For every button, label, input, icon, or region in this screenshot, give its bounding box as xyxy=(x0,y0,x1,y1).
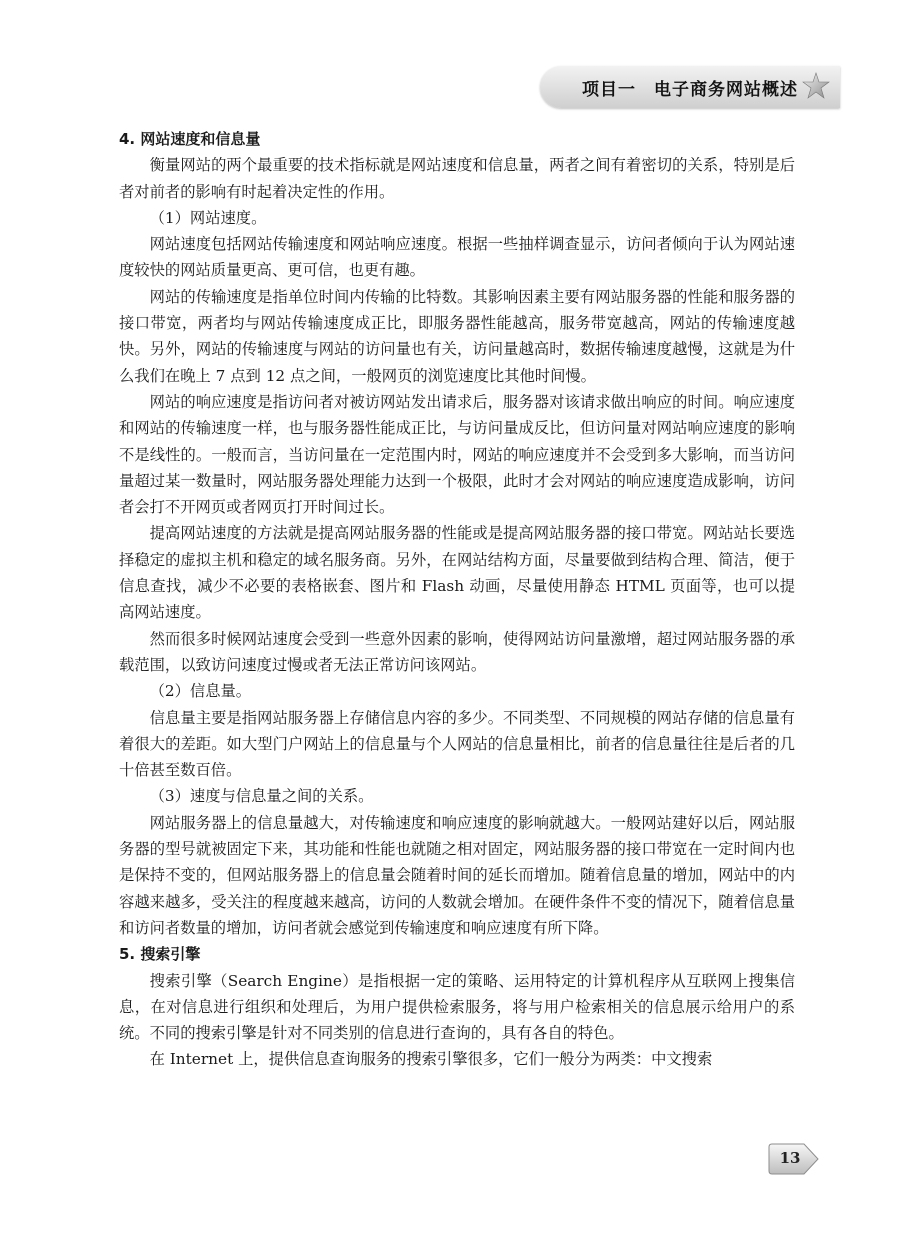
subsection-heading: （2）信息量。 xyxy=(149,682,252,701)
subsection-heading: （3）速度与信息量之间的关系。 xyxy=(149,787,374,806)
chapter-title: 项目一 电子商务网站概述 xyxy=(582,80,798,100)
paragraph: 衡量网站的两个最重要的技术指标就是网站速度和信息量，两者之间有着密切的关系，特别是后者对前者的影响有时起着决定性的作用。 xyxy=(119,156,795,201)
section-heading: 4. 网站速度和信息量 xyxy=(119,130,261,148)
paragraph: 搜索引擎（Search Engine）是指根据一定的策略、运用特定的计算机程序从互联网上搜集信息，在对信息进行组织和处理后，为用户提供检索服务，将与用户检索相关的信息展示给用户的系统。不同的搜索引擎是针对不同类别的信息进行查询的，具有各自的特色。 xyxy=(119,971,795,1043)
paragraph: 在 Internet 上，提供信息查询服务的搜索引擎很多，它们一般分为两类：中文搜索 xyxy=(149,1050,713,1069)
paragraph: 然而很多时候网站速度会受到一些意外因素的影响，使得网站访问量激增，超过网站服务器的承载范围，以致访问速度过慢或者无法正常访问该网站。 xyxy=(119,629,795,674)
paragraph: 网站的传输速度是指单位时间内传输的比特数。其影响因素主要有网站服务器的性能和服务器的接口带宽，两者均与网站传输速度成正比，即服务器性能越高，服务带宽越高，网站的传输速度越快。另外，网站的传输速度与网站的访问量也有关，访问量越高时，数据传输速度越慢，这就是为什么我们在晚上 7 点到 12 点之间，一般网页的浏览速度比其他时间慢。 xyxy=(119,287,795,385)
page-body xyxy=(119,126,795,1073)
paragraph: 信息量主要是指网站服务器上存储信息内容的多少。不同类型、不同规模的网站存储的信息量有着很大的差距。如大型门户网站上的信息量与个人网站的信息量相比，前者的信息量往往是后者的几十倍甚至数百倍。 xyxy=(119,708,795,780)
star-decoration-icon xyxy=(802,72,830,100)
paragraph: 网站速度包括网站传输速度和网站响应速度。根据一些抽样调查显示，访问者倾向于认为网站速度较快的网站质量更高、更可信，也更有趣。 xyxy=(119,235,795,280)
paragraph: 提高网站速度的方法就是提高网站服务器的性能或是提高网站服务器的接口带宽。网站站长要选择稳定的虚拟主机和稳定的域名服务商。另外，在网站结构方面，尽量要做到结构合理、简洁，便于信息查找，减少不必要的表格嵌套、图片和 Flash 动画，尽量使用静态 HTML 页面等，也可以提高网站速度。 xyxy=(119,524,795,622)
section-heading: 5. 搜索引擎 xyxy=(119,945,201,964)
page-number: 13 xyxy=(779,1149,801,1167)
paragraph: 网站服务器上的信息量越大，对传输速度和响应速度的影响就越大。一般网站建好以后，网站服务器的型号就被固定下来，其功能和性能也就随之相对固定，网站服务器的接口带宽在一定时间内也是保持不变的，但网站服务器上的信息量会随着时间的延长而增加。随着信息量的增加，网站中的内容越来越多，受关注的程度越来越高，访问的人数就会增加。在硬件条件不变的情况下，随着信息量和访问者数量的增加，访问者就会感觉到传输速度和响应速度有所下降。 xyxy=(119,813,795,937)
subsection-heading: （1）网站速度。 xyxy=(149,208,267,227)
paragraph: 网站的响应速度是指访问者对被访网站发出请求后，服务器对该请求做出响应的时间。响应速度和网站的传输速度一样，也与服务器性能成正比，与访问量成反比，但访问量对网站响应速度的影响不是线性的。一般而言，当访问量在一定范围内时，网站的响应速度并不会受到多大影响，而当访问量超过某一数量时，网站服务器处理能力达到一个极限，此时才会对网站的响应速度造成影响，访问者会打不开网页或者网页打开时间过长。 xyxy=(119,392,795,517)
